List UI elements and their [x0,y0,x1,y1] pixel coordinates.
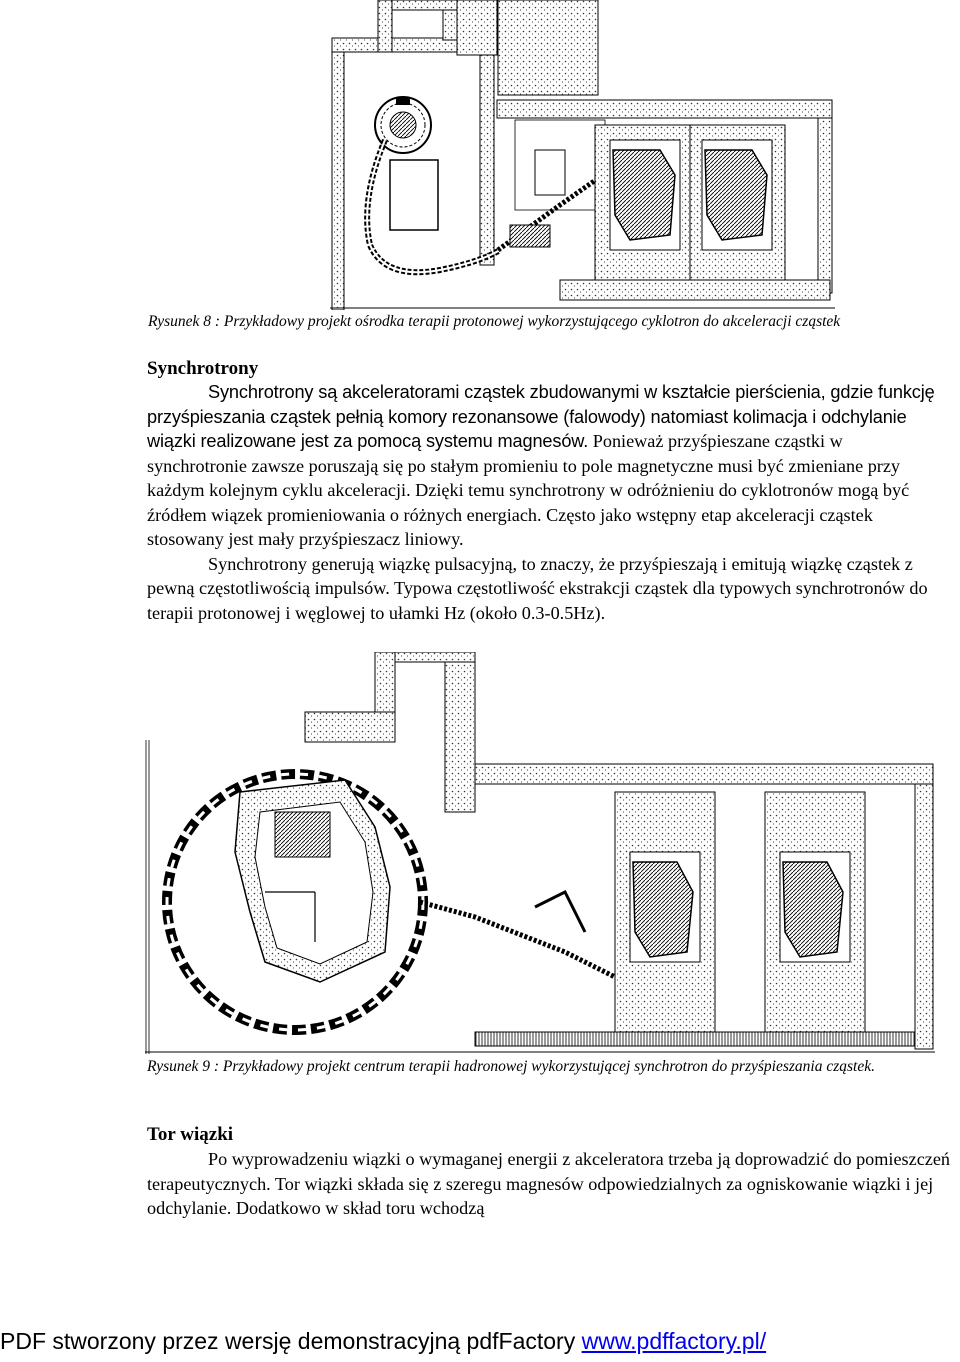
tor-wiazki-paragraph-text: Po wyprowadzeniu wiązki o wymaganej energii z akceleratora trzeba ją doprowadzić do pomieszczeń terapeutycznych. Tor wiązki składa się z szeregu magnesów odpowiedzialnych za ogniskowanie wiązki i jej odchylanie. Dodatkowo w skład toru wchodzą [147,1149,951,1218]
tor-wiazki-paragraph [147,1147,960,1221]
pdf-footer [0,1328,766,1355]
figure-8-caption: Rysunek 8 : Przykładowy projekt ośrodka terapii protonowej wykorzystującego cyklotron do akceleracji cząstek [148,313,841,330]
figure-8-image [330,0,835,310]
figure-9-caption: Rysunek 9 : Przykładowy projekt centrum terapii hadronowej wykorzystującej synchrotron do przyśpieszania cząstek. [147,1058,875,1075]
synchrotrony-paragraph-2: Synchrotrony generują wiązkę pulsacyjną, to znaczy, że przyśpieszają i emitują wiązkę cząstek z pewną częstotliwością impulsów. Typowa częstotliwość ekstrakcji cząstek dla typowych synchrotronów do terapii protonowej i węglowej to ułamki Hz (około 0.3-0.5Hz). [147,553,928,623]
section-heading-synchrotrony: Synchrotrony [147,358,259,379]
synchrotrony-paragraph-text: Ponieważ przyśpieszane cząstki w synchrotronie zawsze poruszają się po stałym promieniu to pole magnetyczne musi być zmieniane przy każdym kolejnym cyklu akceleracji. Dzięki temu synchrotrony w odróżnieniu do cyklotronów mogą być źródłem wiązek promieniowania o różnych energiach. Często jako wstępny etap akceleracji cząstek stosowany jest mały przyśpieszacz liniowy. [147,431,910,549]
footer-text: PDF stworzony przez wersję demonstracyjną pdfFactory [0,1328,582,1354]
footer-link[interactable]: www.pdffactory.pl/ [581,1328,767,1354]
synchrotrony-paragraph-text-sans: Synchrotrony są akceleratorami cząstek zbudowanymi w kształcie pierścienia, gdzie funkcję przyśpieszania cząstek pełnią komory rezonansowe (falowody) natomiast kolimacja i odchylanie wiązki realizowane jest za pomocą systemu magnesów. [147,382,935,451]
figure-9-image [145,652,935,1054]
synchrotrony-paragraph [147,380,937,625]
section-heading-tor-wiazki: Tor wiązki [147,1124,234,1145]
